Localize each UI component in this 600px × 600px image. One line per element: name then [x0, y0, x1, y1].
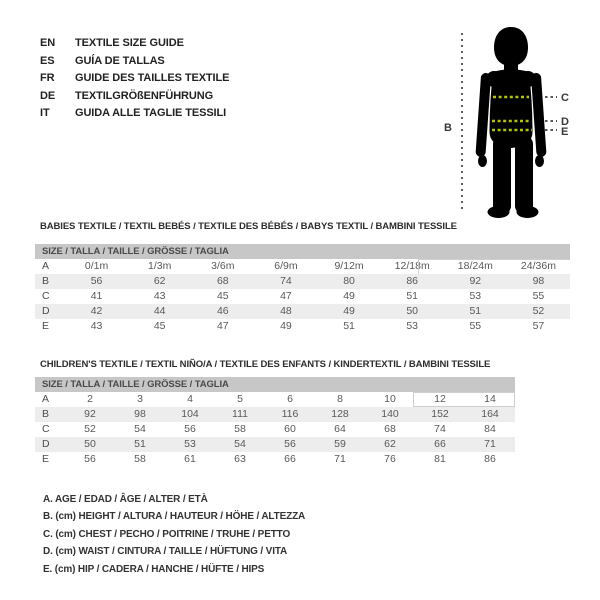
size-value-cell: 56 — [90, 275, 103, 287]
size-value-cell: 14 — [484, 393, 496, 405]
size-value-cell: 104 — [181, 408, 199, 420]
table-rows — [35, 392, 515, 467]
language-item — [40, 70, 229, 88]
row-label: D — [42, 438, 50, 450]
size-value-cell: 56 — [284, 438, 296, 450]
size-value-cell: 116 — [281, 408, 299, 420]
size-value-cell: 46 — [216, 305, 229, 317]
language-code: DE — [40, 89, 56, 102]
legend-line-waist: D. (cm) WAIST / CINTURA / TAILLE / HÜFTUNG / VITA — [43, 546, 288, 558]
size-value-cell: 111 — [232, 408, 248, 420]
legend-line-height: B. (cm) HEIGHT / ALTURA / HAUTEUR / HÖHE / ALTEZZA — [43, 511, 306, 523]
size-value-cell: 50 — [84, 438, 96, 450]
row-label: E — [42, 453, 50, 465]
size-value-cell: 52 — [532, 305, 545, 317]
size-value-cell: 84 — [484, 423, 496, 435]
size-value-cell: 47 — [216, 320, 229, 332]
children-section-title: CHILDREN'S TEXTILE / TEXTIL NIÑO/A / TEXTILE DES ENFANTS / KINDERTEXTIL / BAMBINI TESSILE — [40, 359, 491, 370]
size-value-cell: 76 — [384, 453, 396, 465]
size-value-cell: 12/18m — [394, 260, 430, 272]
measurement-figure — [430, 10, 600, 230]
row-label: D — [42, 305, 50, 317]
size-header-bar: SIZE / TALLA / TAILLE / GRÖSSE / TAGLIA — [35, 244, 570, 259]
size-value-cell: 45 — [216, 290, 229, 302]
table-row — [35, 274, 570, 289]
row-label: A — [42, 260, 50, 272]
row-label: C — [42, 423, 50, 435]
height-label: B — [444, 122, 452, 134]
size-value-cell: 58 — [134, 453, 146, 465]
size-value-cell: 56 — [184, 423, 196, 435]
language-code: FR — [40, 72, 55, 84]
size-value-cell: 5 — [237, 393, 243, 405]
size-value-cell: 49 — [343, 290, 355, 302]
size-value-cell: 59 — [334, 438, 346, 450]
babies-section-title: BABIES TEXTILE / TEXTIL BEBÉS / TEXTILE DES BÉBÉS / BABYS TEXTIL / BAMBINI TESSILE — [40, 221, 457, 232]
size-value-cell: 1/3m — [148, 260, 172, 272]
table-row — [35, 392, 515, 407]
table-row — [35, 452, 515, 467]
size-value-cell: 68 — [384, 423, 396, 435]
size-value-cell: 49 — [280, 320, 292, 332]
size-value-cell: 9/12m — [334, 260, 364, 272]
language-label: GUIDE DES TAILLES TEXTILE — [75, 72, 230, 84]
size-value-cell: 53 — [184, 438, 196, 450]
size-value-cell: 53 — [469, 290, 482, 302]
table-row — [35, 422, 515, 437]
size-value-cell: 140 — [381, 408, 399, 420]
language-item — [40, 88, 229, 106]
size-value-cell: 10 — [384, 393, 396, 405]
size-value-cell: 8 — [337, 393, 343, 405]
babies-size-table — [35, 244, 570, 334]
size-value-cell: 42 — [90, 305, 103, 317]
size-value-cell: 6 — [287, 393, 293, 405]
size-value-cell: 51 — [406, 290, 419, 302]
size-value-cell: 60 — [284, 423, 296, 435]
size-value-cell: 66 — [284, 453, 296, 465]
row-label: A — [42, 393, 50, 405]
size-value-cell: 56 — [84, 453, 96, 465]
size-value-cell: 86 — [406, 275, 419, 287]
table-row — [35, 319, 570, 334]
size-value-cell: 51 — [343, 320, 355, 332]
size-value-cell: 81 — [434, 453, 446, 465]
legend-line-chest: C. (cm) CHEST / PECHO / POITRINE / TRUHE / PETTO — [43, 528, 291, 540]
size-value-cell: 52 — [84, 423, 96, 435]
size-value-cell: 43 — [153, 290, 166, 302]
language-label: GUÍA DE TALLAS — [75, 54, 165, 67]
size-value-cell: 152 — [431, 408, 449, 420]
size-value-cell: 45 — [153, 320, 166, 332]
row-label: B — [42, 408, 50, 420]
size-value-cell: 62 — [384, 438, 396, 450]
language-label: TEXTILGRÖßENFÜHRUNG — [75, 89, 214, 102]
row-label: E — [42, 320, 50, 332]
size-value-cell: 41 — [90, 290, 103, 302]
size-value-cell: 74 — [280, 275, 292, 287]
size-value-cell: 57 — [532, 320, 545, 332]
language-list — [40, 35, 229, 123]
language-code: IT — [40, 107, 50, 119]
language-label: GUIDA ALLE TAGLIE TESSILI — [75, 107, 227, 119]
table-row — [35, 407, 515, 422]
size-value-cell: 50 — [406, 305, 419, 317]
size-value-cell: 92 — [84, 408, 96, 420]
size-value-cell: 66 — [434, 438, 446, 450]
child-silhouette-figure — [430, 10, 600, 230]
children-size-table — [35, 377, 515, 467]
language-item — [40, 53, 229, 71]
table-row — [35, 437, 515, 452]
child-silhouette — [475, 27, 546, 218]
measurement-legend — [43, 491, 305, 578]
size-value-cell: 55 — [469, 320, 482, 332]
size-value-cell: 80 — [343, 275, 355, 287]
language-label: TEXTILE SIZE GUIDE — [75, 37, 184, 49]
size-header-bar: SIZE / TALLA / TAILLE / GRÖSSE / TAGLIA — [35, 377, 515, 392]
table-row — [35, 289, 570, 304]
size-value-cell: 3/6m — [211, 260, 235, 272]
size-value-cell: 48 — [280, 305, 292, 317]
size-value-cell: 3 — [137, 393, 143, 405]
size-value-cell: 71 — [484, 438, 496, 450]
size-value-cell: 128 — [331, 408, 349, 420]
size-value-cell: 58 — [234, 423, 246, 435]
size-value-cell: 74 — [434, 423, 446, 435]
table-row — [35, 304, 570, 319]
size-value-cell: 2 — [87, 393, 93, 405]
size-value-cell: 43 — [90, 320, 103, 332]
size-value-cell: 55 — [532, 290, 545, 302]
table-row — [35, 259, 570, 274]
size-value-cell: 18/24m — [457, 260, 493, 272]
row-label: C — [42, 290, 50, 302]
waist-label: D — [561, 116, 569, 128]
size-value-cell: 54 — [134, 423, 146, 435]
size-value-cell: 51 — [469, 305, 482, 317]
size-value-cell: 71 — [334, 453, 346, 465]
size-value-cell: 62 — [153, 275, 166, 287]
size-value-cell: 92 — [469, 275, 482, 287]
size-value-cell: 98 — [134, 408, 146, 420]
size-value-cell: 51 — [134, 438, 146, 450]
language-item — [40, 105, 229, 123]
size-value-cell: 49 — [343, 305, 355, 317]
size-value-cell: 12 — [434, 393, 446, 405]
size-value-cell: 164 — [481, 408, 499, 420]
size-value-cell: 61 — [184, 453, 196, 465]
language-item — [40, 35, 229, 53]
row-label: B — [42, 275, 50, 287]
language-code: EN — [40, 37, 56, 49]
size-value-cell: 98 — [532, 275, 545, 287]
size-value-cell: 53 — [406, 320, 419, 332]
size-value-cell: 54 — [234, 438, 246, 450]
size-value-cell: 44 — [153, 305, 166, 317]
table-rows — [35, 259, 570, 334]
language-code: ES — [40, 54, 55, 67]
size-value-cell: 0/1m — [84, 260, 109, 272]
size-value-cell: 63 — [234, 453, 246, 465]
hip-label: E — [561, 126, 569, 138]
size-value-cell: 47 — [280, 290, 292, 302]
size-value-cell: 86 — [484, 453, 496, 465]
legend-line-hip: E. (cm) HIP / CADERA / HANCHE / HÜFTE / HIPS — [43, 563, 265, 575]
legend-line-age: A. AGE / EDAD / ÂGE / ALTER / ETÀ — [43, 494, 208, 505]
size-value-cell: 24/36m — [520, 260, 556, 272]
size-value-cell: 4 — [187, 393, 193, 405]
size-value-cell: 64 — [334, 423, 346, 435]
chest-label: C — [561, 92, 569, 104]
size-value-cell: 68 — [216, 275, 229, 287]
size-value-cell: 6/9m — [274, 260, 298, 272]
